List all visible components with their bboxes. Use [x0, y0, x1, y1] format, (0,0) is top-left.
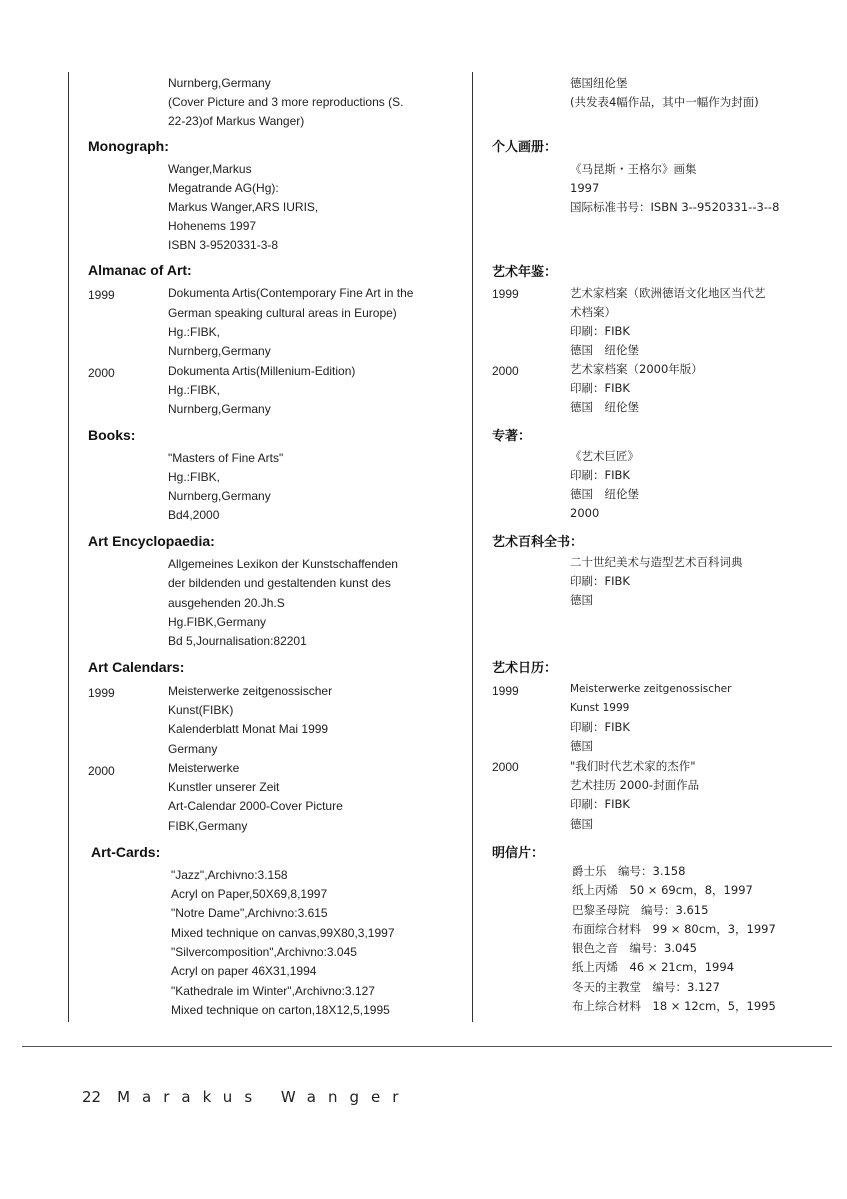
books-line: Nurnberg,Germany — [168, 489, 271, 503]
encyclopaedia-line: Hg.FIBK,Germany — [168, 615, 267, 629]
card-line: "Jazz",Archivno:3.158 — [171, 868, 288, 882]
almanac-line-cn: 艺术家档案（欧洲德语文化地区当代艺 — [570, 286, 766, 300]
section-heading-monograph: Monograph: — [88, 138, 169, 154]
monograph-line: Wanger,Markus — [168, 162, 252, 176]
monograph-line: Markus Wanger,ARS IURIS, — [168, 200, 319, 214]
monograph-line: Hohenems 1997 — [168, 219, 257, 233]
almanac-year: 1999 — [88, 288, 115, 302]
cover-line: (Cover Picture and 3 more reproductions (S. — [168, 95, 404, 109]
almanac-line: Hg.:FIBK, — [168, 383, 221, 397]
almanac-year: 2000 — [88, 366, 115, 380]
calendar-line-cn: 艺术挂历 2000-封面作品 — [570, 778, 700, 792]
calendar-line: Meisterwerke — [168, 761, 240, 775]
card-line: "Notre Dame",Archivno:3.615 — [171, 906, 328, 920]
calendar-line-cn: 德国 — [570, 739, 593, 753]
card-line-cn: 纸上丙烯 50 × 69cm，8，1997 — [572, 883, 753, 897]
calendar-line-cn: 德国 — [570, 817, 593, 831]
almanac-line-cn: 艺术家档案（2000年版） — [570, 362, 703, 376]
calendar-line-cn: "我们时代艺术家的杰作" — [570, 759, 696, 773]
books-line: "Masters of Fine Arts" — [168, 451, 284, 465]
section-heading-encyclopaedia: Art Encyclopaedia: — [88, 533, 215, 549]
monograph-line: ISBN 3-9520331-3-8 — [168, 238, 279, 252]
card-line-cn: 银色之音 编号：3.045 — [572, 941, 697, 955]
encyclopaedia-line-cn: 印刷：FIBK — [570, 574, 630, 588]
almanac-line-cn: 德国 纽伦堡 — [570, 343, 639, 357]
section-heading-cards-cn: 明信片： — [492, 846, 545, 861]
books-line-cn: 德国 纽伦堡 — [570, 487, 639, 501]
almanac-line-cn: 印刷：FIBK — [570, 324, 630, 338]
encyclopaedia-line: Allgemeines Lexikon der Kunstschaffenden — [168, 557, 398, 571]
monograph-line: Megatrande AG(Hg): — [168, 181, 279, 195]
calendar-line: Kunstler unserer Zeit — [168, 780, 280, 794]
footer-rule — [22, 1046, 832, 1047]
card-line-cn: 巴黎圣母院 编号：3.615 — [572, 903, 709, 917]
card-line: "Kathedrale im Winter",Archivno:3.127 — [171, 984, 375, 998]
section-heading-books-cn: 专著： — [492, 429, 532, 444]
page-footer — [82, 1088, 410, 1106]
calendar-line: Germany — [168, 742, 218, 756]
card-line: Acryl on Paper,50X69,8,1997 — [171, 887, 328, 901]
monograph-line-cn: 1997 — [570, 181, 600, 195]
cover-line-cn: (共发表4幅作品，其中一幅作为封面) — [570, 95, 759, 109]
section-heading-books: Books: — [88, 427, 136, 443]
cover-line: 22-23)of Markus Wanger) — [168, 114, 305, 128]
cover-line: Nurnberg,Germany — [168, 76, 271, 90]
almanac-line-cn: 印刷：FIBK — [570, 381, 630, 395]
calendar-line: Kunst(FIBK) — [168, 703, 234, 717]
card-line-cn: 冬天的主教堂 编号：3.127 — [572, 980, 720, 994]
monograph-line-cn: 《马昆斯・王格尔》画集 — [570, 162, 697, 176]
almanac-line-cn: 术档案） — [570, 305, 616, 319]
calendar-line-cn: Kunst 1999 — [570, 702, 630, 714]
encyclopaedia-line: ausgehenden 20.Jh.S — [168, 596, 285, 610]
monograph-line-cn: 国际标准书号：ISBN 3--9520331--3--8 — [570, 200, 780, 214]
card-line: Mixed technique on canvas,99X80,3,1997 — [171, 926, 395, 940]
section-heading-encyclopaedia-cn: 艺术百科全书： — [492, 535, 584, 550]
almanac-line: Nurnberg,Germany — [168, 344, 271, 358]
books-line: Bd4,2000 — [168, 508, 220, 522]
almanac-line: Dokumenta Artis(Millenium-Edition) — [168, 364, 356, 378]
books-line: Hg.:FIBK, — [168, 470, 221, 484]
card-line: Acryl on paper 46X31,1994 — [171, 964, 317, 978]
card-line-cn: 爵士乐 编号：3.158 — [572, 864, 686, 878]
card-line-cn: 纸上丙烯 46 × 21cm，1994 — [572, 960, 735, 974]
card-line: Mixed technique on carton,18X12,5,1995 — [171, 1003, 390, 1017]
calendar-year: 2000 — [88, 764, 115, 778]
section-heading-calendars-cn: 艺术日历： — [492, 661, 558, 676]
almanac-line-cn: 德国 纽伦堡 — [570, 400, 639, 414]
calendar-year: 1999 — [88, 686, 115, 700]
cover-line-cn: 德国纽伦堡 — [570, 76, 628, 90]
almanac-line: German speaking cultural areas in Europe) — [168, 306, 397, 320]
calendar-line-cn: 印刷：FIBK — [570, 720, 630, 734]
encyclopaedia-line-cn: 二十世纪美术与造型艺术百科词典 — [570, 555, 743, 569]
section-heading-almanac-cn: 艺术年鉴： — [492, 265, 558, 280]
calendar-line: Meisterwerke zeitgenossischer — [168, 684, 333, 698]
section-heading-cards: Art-Cards: — [91, 844, 161, 860]
card-line-cn: 布上综合材料 18 × 12cm，5，1995 — [572, 999, 776, 1013]
books-line-cn: 2000 — [570, 506, 600, 520]
card-line-cn: 布面综合材料 99 × 80cm，3，1997 — [572, 922, 776, 936]
card-line: "Silvercomposition",Archivno:3.045 — [171, 945, 357, 959]
books-line-cn: 《艺术巨匠》 — [570, 449, 639, 463]
left-column-rule — [68, 72, 69, 1022]
section-heading-monograph-cn: 个人画册： — [492, 140, 558, 155]
almanac-line: Nurnberg,Germany — [168, 402, 271, 416]
calendar-year-cn: 1999 — [492, 684, 519, 698]
footer-title: Marakus Wanger — [117, 1088, 411, 1106]
page-number: 22 — [82, 1088, 102, 1106]
almanac-line: Hg.:FIBK, — [168, 325, 221, 339]
almanac-line: Dokumenta Artis(Contemporary Fine Art in the — [168, 286, 414, 300]
calendar-line: Art-Calendar 2000-Cover Picture — [168, 799, 343, 813]
calendar-line-cn: Meisterwerke zeitgenossischer — [570, 683, 732, 695]
encyclopaedia-line-cn: 德国 — [570, 593, 593, 607]
encyclopaedia-line: Bd 5,Journalisation:82201 — [168, 634, 307, 648]
calendar-line-cn: 印刷：FIBK — [570, 797, 630, 811]
section-heading-calendars: Art Calendars: — [88, 659, 185, 675]
calendar-year-cn: 2000 — [492, 760, 519, 774]
books-line-cn: 印刷：FIBK — [570, 468, 630, 482]
almanac-year-cn: 1999 — [492, 287, 519, 301]
almanac-year-cn: 2000 — [492, 364, 519, 378]
section-heading-almanac: Almanac of Art: — [88, 262, 192, 278]
center-column-rule — [472, 72, 473, 1022]
calendar-line: Kalenderblatt Monat Mai 1999 — [168, 722, 329, 736]
calendar-line: FIBK,Germany — [168, 819, 248, 833]
encyclopaedia-line: der bildenden und gestaltenden kunst des — [168, 576, 391, 590]
